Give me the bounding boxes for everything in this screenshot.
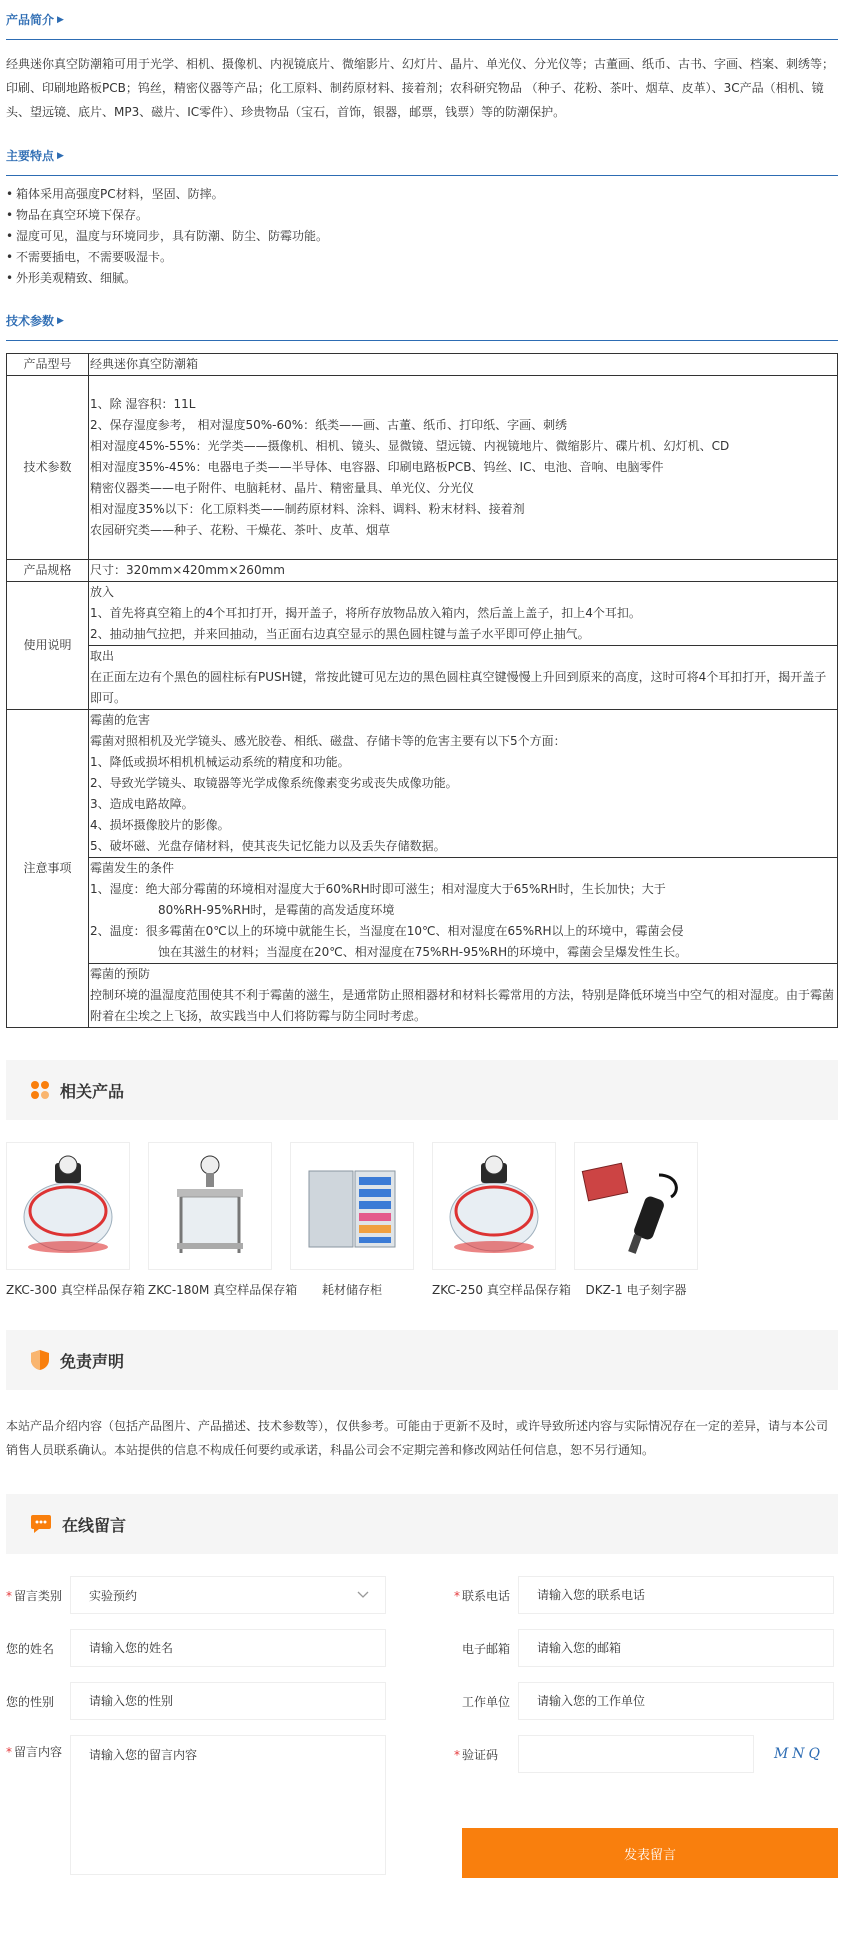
message-title: 在线留言 [62, 1515, 127, 1535]
section-title-intro: 产品简介 ▶ [6, 0, 838, 40]
gender-label: 您的性别 [6, 1694, 55, 1709]
vacuum-tank-icon[interactable] [148, 1142, 272, 1270]
phone-label: 联系电话 [462, 1588, 511, 1603]
related-header [6, 1060, 838, 1120]
name-label: 您的姓名 [6, 1641, 55, 1656]
product-name[interactable]: ZKC-300 真空样品保存箱 [6, 1283, 145, 1297]
product-card[interactable] [148, 1142, 298, 1298]
spec-table [6, 353, 838, 1028]
captcha-label: 验证码 [462, 1747, 499, 1762]
disclaimer-title: 免责声明 [60, 1351, 125, 1371]
chevron-down-icon [357, 1591, 369, 1599]
submit-button[interactable]: 发表留言 [462, 1828, 838, 1878]
section-title-features: 主要特点 ▶ [6, 136, 838, 176]
company-label: 工作单位 [461, 1694, 510, 1709]
gender-input[interactable] [89, 1694, 385, 1708]
triangle-right-icon: ▶ [57, 150, 64, 161]
product-name[interactable]: ZKC-250 真空样品保存箱 [432, 1283, 571, 1297]
list-item: • 不需要插电，不需要吸湿卡。 [6, 247, 838, 268]
shield-icon [30, 1349, 50, 1371]
email-label: 电子邮箱 [461, 1641, 510, 1656]
section-title-spec: 技术参数 ▶ [6, 301, 838, 341]
chat-icon [30, 1514, 52, 1534]
spec-label-usage: 使用说明 [7, 582, 89, 710]
list-item: • 箱体采用高强度PC材料，坚固、防摔。 [6, 184, 838, 205]
product-card[interactable] [432, 1142, 571, 1298]
spec-label-notes: 注意事项 [7, 710, 89, 1028]
related-title: 相关产品 [60, 1081, 125, 1101]
product-name[interactable]: 耗材储存柜 [321, 1283, 382, 1297]
spec-value-usage: 放入 1、首先将真空箱上的4个耳扣打开，揭开盖子，将所存放物品放入箱内，然后盖上盖子，扣上4个耳扣。 2、抽动抽气拉把，并来回抽动，当正面右边真空显示的黑色圆柱键与盖子水平即可停止抽气。 取出 在正面左边有个黑色的圆柱标有PUSH键，常按此键可见左边的黑色圆柱真空键慢慢上升回到原来的高度，这时可将4个耳扣打开，揭开盖子即可。 [89, 582, 838, 710]
list-item: • 外形美观精致、细腻。 [6, 268, 838, 289]
message-header [6, 1494, 838, 1554]
related-product-list [6, 1120, 838, 1298]
engraver-icon[interactable] [574, 1142, 698, 1270]
grid-icon [30, 1080, 50, 1100]
spec-value-size: 尺寸：320mm×420mm×260mm [89, 560, 838, 582]
intro-text: 经典迷你真空防潮箱可用于光学、相机、摄像机、内视镜底片、微缩影片、幻灯片、晶片、单光仪、分光仪等；古董画、纸币、古书、字画、档案、刺绣等；印刷、印刷地路板PCB；钨丝，精密仪器等产品；化工原料、制药原材料、接着剂；农科研究物品 （种子、花粉、茶叶、烟草、皮革）、3C产品（相机、镜头、望远镜、底片、MP3、磁片、IC零件）、珍贵物品（宝石，首饰，银器，邮票，钱票）等的防潮保护。 [6, 57, 835, 119]
product-card[interactable] [574, 1142, 698, 1298]
content-textarea[interactable] [89, 1746, 385, 1866]
product-card[interactable] [290, 1142, 414, 1298]
phone-input[interactable] [537, 1588, 833, 1602]
captcha-input[interactable] [537, 1747, 753, 1761]
spec-label-params: 技术参数 [7, 376, 89, 560]
drawer-cabinet-icon[interactable] [290, 1142, 414, 1270]
product-name[interactable]: ZKC-180M 真空样品保存箱 [148, 1283, 298, 1297]
list-item: • 湿度可见，温度与环境同步，具有防潮、防尘、防霉功能。 [6, 226, 838, 247]
company-input[interactable] [537, 1694, 833, 1708]
name-input[interactable] [89, 1641, 385, 1655]
vacuum-bowl-icon[interactable] [432, 1142, 556, 1270]
captcha-image[interactable]: MNQ [773, 1746, 825, 1762]
triangle-right-icon: ▶ [57, 14, 64, 25]
content-label: 留言内容 [14, 1745, 63, 1759]
spec-label-model: 产品型号 [7, 354, 89, 376]
disclaimer-header [6, 1330, 838, 1390]
spec-label-size: 产品规格 [7, 560, 89, 582]
spec-value-model: 经典迷你真空防潮箱 [89, 354, 838, 376]
triangle-right-icon: ▶ [57, 315, 64, 326]
type-select[interactable]: 实验预约 [70, 1576, 386, 1614]
product-name[interactable]: DKZ-1 电子刻字器 [585, 1283, 687, 1297]
product-card[interactable] [6, 1142, 145, 1298]
email-input[interactable] [537, 1641, 833, 1655]
spec-value-params: 1、除 湿容积：11L 2、保存湿度参考， 相对湿度50%-60%：纸类——画、古董、纸币、打印纸、字画、刺绣 相对湿度45%-55%：光学类——摄像机、相机、镜头、显微镜、望远镜、内视镜地片、微缩影片、碟片机、幻灯机、CD 相对湿度35%-45%：电器电子类——半导体、电容器、印刷电路板PCB、钨丝、IC、电池、音响、电脑零件 精密仪器类——电子附件、电脑耗材、晶片、精密量具、单光仪、分光仪 相对湿度35%以下：化工原料类——制药原材料、涂料、调料、粉末材料、接着剂 农园研究类——种子、花粉、干燥花、茶叶、皮革、烟草 [89, 376, 838, 560]
type-label: 留言类别 [14, 1588, 63, 1603]
vacuum-bowl-icon[interactable] [6, 1142, 130, 1270]
message-form: * 留言类别 实验预约 您的姓名 请输入您的姓名 您的性别 请输入您的性别 * 留言内容 请输入您的留言内容 * 联系电话 请输入您的联系电话 电子邮箱 请输入您的邮箱 工作单位 请输入您的工作单位 * 验证码 MNQ 发表留言 [6, 1572, 838, 1932]
disclaimer-text: 本站产品介绍内容（包括产品图片、产品描述、技术参数等），仅供参考。可能由于更新不及时，或许导致所述内容与实际情况存在一定的差异，请与本公司销售人员联系确认。本站提供的信息不构成任何要约或承诺，科晶公司会不定期完善和修改网站任何信息，恕不另行通知。 [6, 1419, 829, 1457]
spec-value-notes: 霉菌的危害 霉菌对照相机及光学镜头、感光胶卷、相纸、磁盘、存储卡等的危害主要有以下5个方面： 1、降低或损坏相机机械运动系统的精度和功能。 2、导致光学镜头、取镜器等光学成像系统像素变劣或丧失成像功能。 3、造成电路故障。 4、损坏摄像胶片的影像。 5、破坏磁、光盘存储材料，使其丧失记忆能力以及丢失存储数据。 霉菌发生的条件 1、湿度：绝大部分霉菌的环境相对湿度大于60%RH时即可滋生；相对湿度大于65%RH时，生长加快；大于 80%RH-95%RH时，是霉菌的高发适度环境 2、温度：很多霉菌在0℃以上的环境中就能生长，当湿度在10℃、相对湿度在65%RH以上的环境中，霉菌会侵 蚀在其滋生的材料；当湿度在20℃、相对湿度在75%RH-95%RH的环境中，霉菌会呈爆发性生长。 霉菌的预防 控制环境的温湿度范围使其不利于霉菌的滋生，是通常防止照相器材和材料长霉常用的方法，特别是降低环境当中空气的相对湿度。由于霉菌附着在尘埃之上飞扬，故实践当中人们将防霉与防尘同时考虑。 [89, 710, 838, 1028]
list-item: • 物品在真空环境下保存。 [6, 205, 838, 226]
feature-list [6, 176, 838, 301]
